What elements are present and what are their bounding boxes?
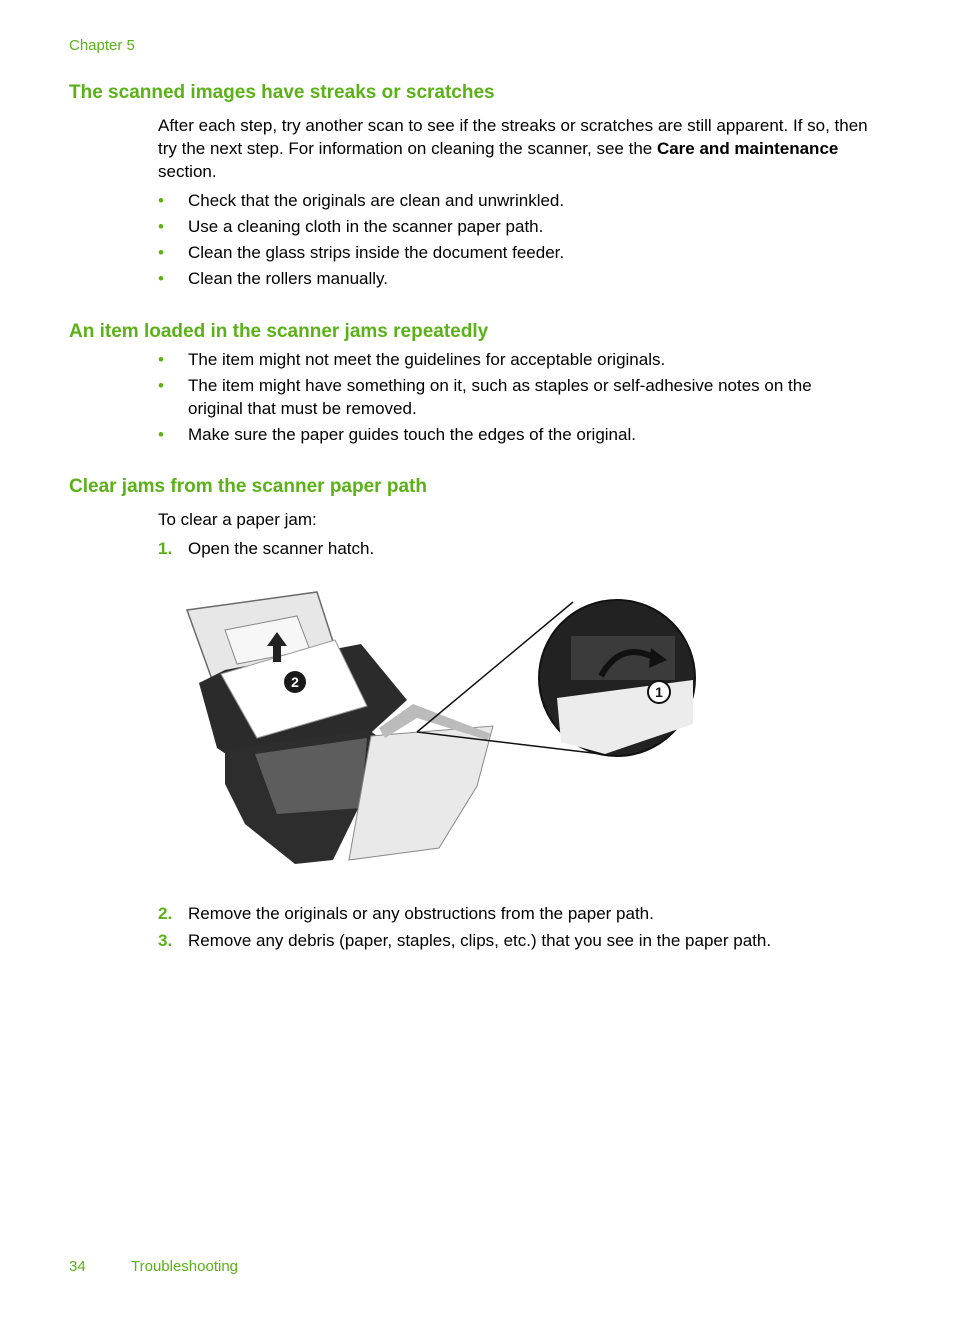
list-item xyxy=(158,215,868,238)
intro-text-b: section. xyxy=(158,162,217,181)
list-item-text: The item might not meet the guidelines for acceptable originals. xyxy=(188,350,666,369)
jams-bullet-list xyxy=(158,348,868,446)
list-item-text: Check that the originals are clean and unwrinkled. xyxy=(188,191,565,210)
bullet-marker: • xyxy=(158,191,164,210)
section-intro-paragraph xyxy=(158,114,868,183)
list-item-text: The item might have something on it, such as staples or self-adhesive notes on the original that must be removed. xyxy=(188,376,812,418)
step-text: Remove any debris (paper, staples, clips, etc.) that you see in the paper path. xyxy=(188,931,772,950)
step-text: Remove the originals or any obstructions from the paper path. xyxy=(188,904,654,923)
step-number: 1. xyxy=(158,539,173,558)
list-item xyxy=(158,423,868,446)
step-text: Open the scanner hatch. xyxy=(188,539,375,558)
step-number: 3. xyxy=(158,931,173,950)
scanner-hatch-illustration xyxy=(185,588,705,868)
step-item xyxy=(158,537,868,560)
intro-text-a: After each step, try another scan to see if the streaks or scratches are still apparent. If so, then try the next step. For information on cleaning the scanner, see the xyxy=(158,116,868,158)
bullet-marker: • xyxy=(158,350,164,369)
streaks-bullet-list xyxy=(158,189,868,290)
list-item-text: Clean the rollers manually. xyxy=(188,269,388,288)
bullet-marker: • xyxy=(158,217,164,236)
step-number: 2. xyxy=(158,904,173,923)
section-heading-jams: An item loaded in the scanner jams repeatedly xyxy=(69,321,489,342)
bullet-marker: • xyxy=(158,243,164,262)
list-item-text: Use a cleaning cloth in the scanner paper path. xyxy=(188,217,544,236)
list-item xyxy=(158,241,868,264)
scanner-illustration-svg xyxy=(185,588,705,868)
list-item-text: Clean the glass strips inside the document feeder. xyxy=(188,243,565,262)
clear-jam-intro: To clear a paper jam: xyxy=(158,510,317,529)
bullet-marker: • xyxy=(158,269,164,288)
bullet-marker: • xyxy=(158,425,164,444)
footer-section-label: Troubleshooting xyxy=(131,1258,239,1275)
step-item xyxy=(158,902,868,925)
care-maintenance-reference: Care and maintenance xyxy=(656,139,839,158)
scanner-hatch xyxy=(349,726,493,860)
section-heading-streaks: The scanned images have streaks or scratches xyxy=(69,82,495,103)
bullet-marker: • xyxy=(158,376,164,395)
callout-2-text: 2 xyxy=(291,674,299,690)
steps-list-after xyxy=(158,902,868,952)
list-item xyxy=(158,374,868,420)
page-number: 34 xyxy=(69,1258,86,1275)
list-item xyxy=(158,348,868,371)
step-item xyxy=(158,929,868,952)
list-item xyxy=(158,189,868,212)
list-item xyxy=(158,267,868,290)
callout-1-text: 1 xyxy=(655,684,663,700)
list-item-text: Make sure the paper guides touch the edges of the original. xyxy=(188,425,636,444)
chapter-label: Chapter 5 xyxy=(69,37,135,54)
steps-list-before xyxy=(158,537,868,560)
section-heading-clear-jams: Clear jams from the scanner paper path xyxy=(69,476,427,497)
